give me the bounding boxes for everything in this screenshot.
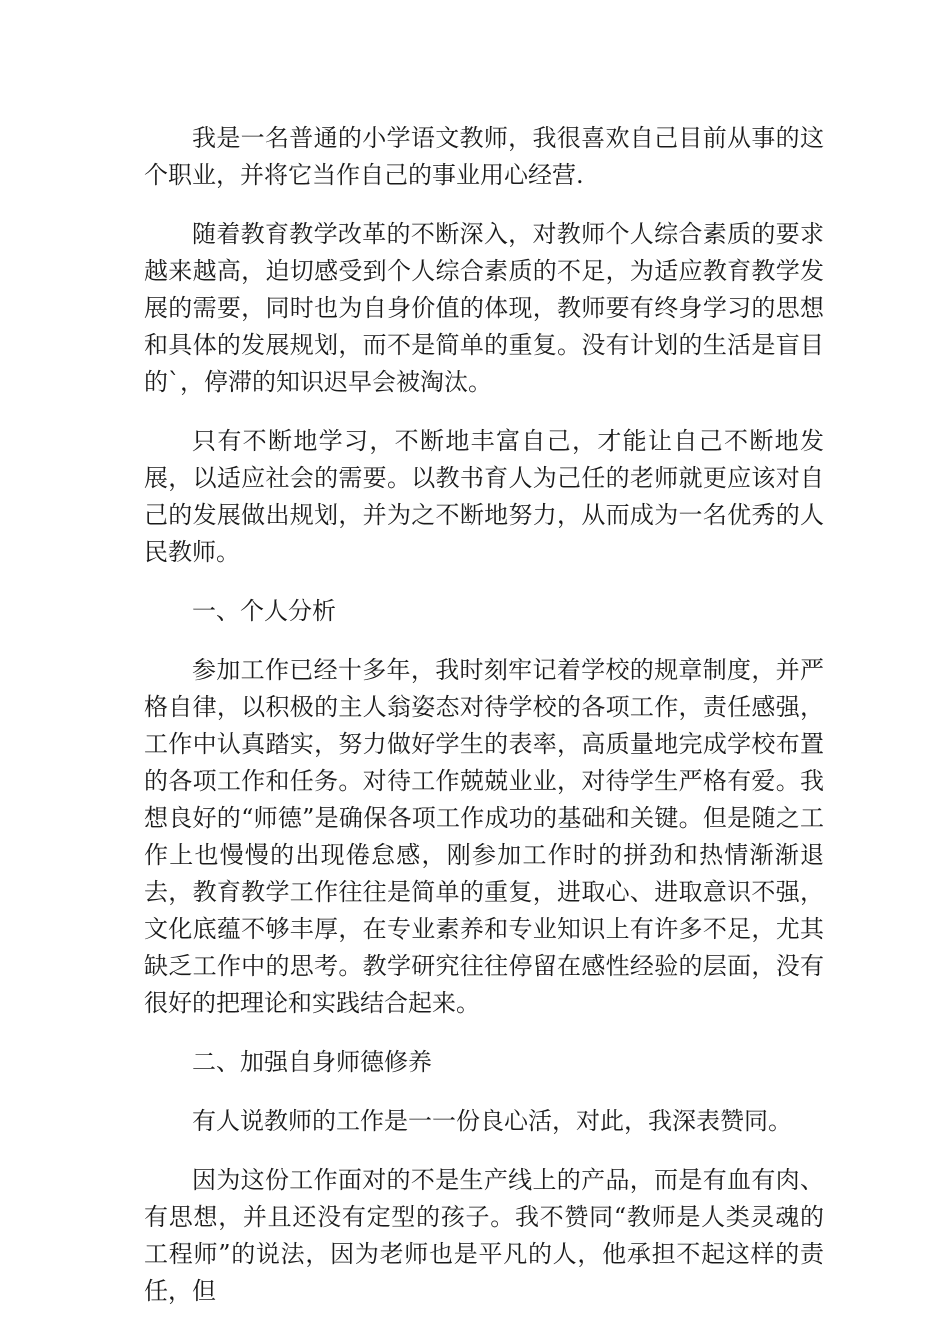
paragraph-conscience-work: 有人说教师的工作是一一份良心活，对此，我深表赞同。 bbox=[192, 1107, 792, 1135]
paragraph-children: 因为这份工作面对的不是生产线上的产品，而是有血有肉、有思想，并且还没有定型的孩子。我不赞同“教师是人类灵魂的工程师”的说法，因为老师也是平凡的人，他承担不起这样的责任，但 bbox=[144, 1166, 824, 1305]
section-heading-teacher-ethics: 二、加强自身师德修养 bbox=[192, 1048, 432, 1076]
paragraph-personal-analysis: 参加工作已经十多年，我时刻牢记着学校的规章制度，并严格自律，以积极的主人翁姿态对待学校的各项工作，责任感强，工作中认真踏实，努力做好学生的表率，高质量地完成学校布置的各项工作和任务。对待工作兢兢业业，对待学生严格有爱。我想良好的“师德”是确保各项工作成功的基础和关键。但是随之工作上也慢慢的出现倦怠感，刚参加工作时的拼劲和热情渐渐退去，教育教学工作往往是简单的重复，进取心、进取意识不强，文化底蕴不够丰厚，在专业素养和专业知识上有许多不足，尤其缺乏工作中的思考。教学研究往往停留在感性经验的层面，没有很好的把理论和实践结合起来。 bbox=[144, 656, 824, 1017]
paragraph-reform: 随着教育教学改革的不断深入，对教师个人综合素质的要求越来越高，迫切感受到个人综合素质的不足，为适应教育教学发展的需要，同时也为自身价值的体现，教师要有终身学习的思想和具体的发展规划，而不是简单的重复。没有计划的生活是盲目的`，停滞的知识迟早会被淘汰。 bbox=[144, 220, 824, 396]
paragraph-learning: 只有不断地学习，不断地丰富自己，才能让自己不断地发展，以适应社会的需要。以教书育人为己任的老师就更应该对自己的发展做出规划，并为之不断地努力，从而成为一名优秀的人民教师。 bbox=[144, 427, 824, 566]
document-body bbox=[144, 120, 824, 1332]
section-heading-personal-analysis: 一、个人分析 bbox=[192, 597, 336, 625]
paragraph-intro: 我是一名普通的小学语文教师，我很喜欢自己目前从事的这个职业，并将它当作自己的事业用心经营. bbox=[144, 124, 824, 189]
